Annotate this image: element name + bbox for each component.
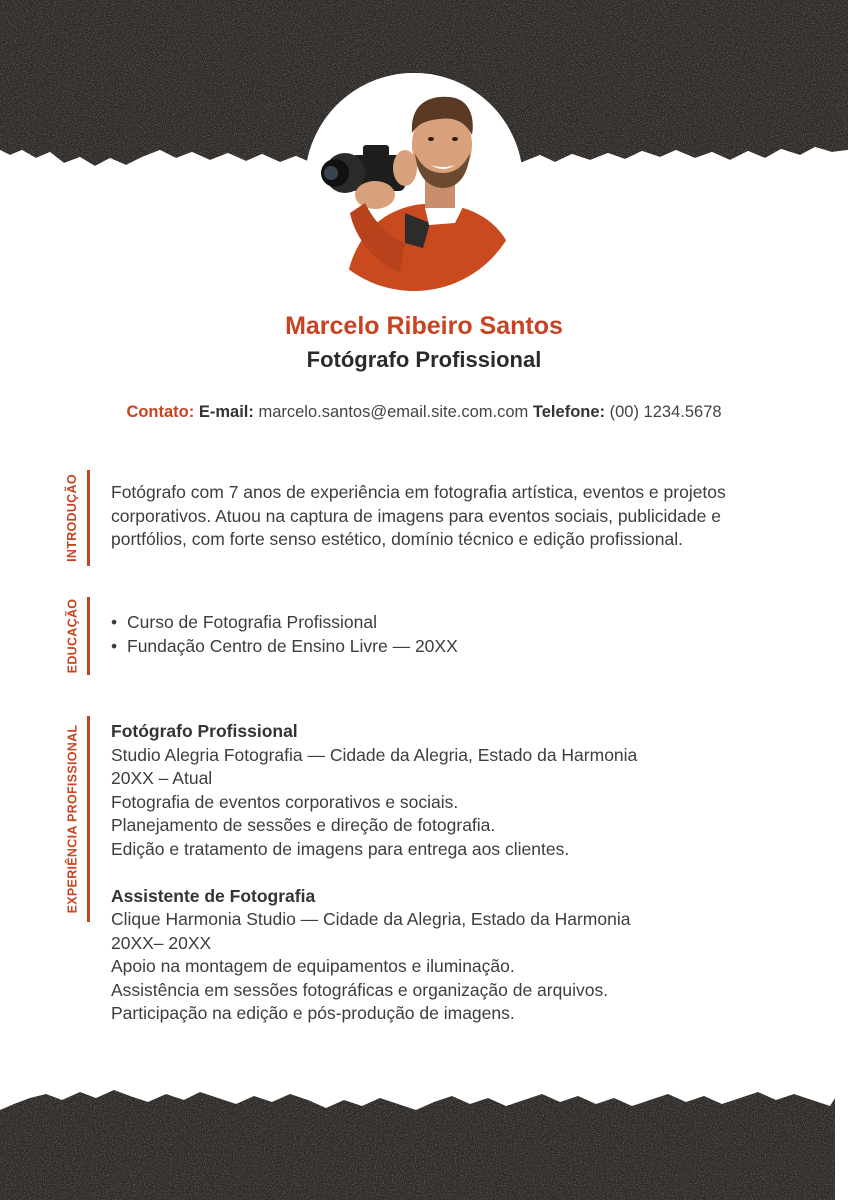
job-duty: Assistência em sessões fotográficas e organização de arquivos. — [111, 979, 609, 1000]
job-entry — [111, 720, 801, 861]
contact-label: Contato: — [126, 403, 195, 421]
phone-value[interactable]: (00) 1234.5678 — [609, 403, 722, 421]
job-duty: Fotografia de eventos corporativos e sociais. — [111, 791, 459, 812]
intro-side-label — [56, 470, 88, 566]
job-duty: Apoio na montagem de equipamentos e iluminação. — [111, 956, 515, 976]
education-accent-bar — [87, 597, 90, 675]
candidate-name: Marcelo Ribeiro Santos — [285, 312, 563, 340]
email-value[interactable]: marcelo.santos@email.site.com.com — [258, 403, 529, 421]
profile-photo — [305, 73, 523, 291]
phone-label: Telefone: — [532, 403, 606, 421]
education-side-label — [56, 597, 88, 675]
job-title: Assistente de Fotografia — [111, 885, 316, 906]
job-duty: Planejamento de sessões e direção de fotografia. — [111, 815, 496, 835]
education-heading: EDUCAÇÃO — [65, 598, 79, 674]
experience-list — [111, 720, 801, 1026]
list-item: • Fundação Centro de Ensino Livre — 20XX — [111, 635, 801, 659]
education-list — [111, 611, 801, 658]
job-title-heading: Fotógrafo Profissional — [306, 347, 542, 372]
intro-accent-bar — [87, 470, 90, 566]
experience-side-label — [56, 716, 88, 922]
job-title: Fotógrafo Profissional — [111, 721, 298, 741]
experience-accent-bar — [87, 716, 90, 922]
list-item: • Curso de Fotografia Profissional — [111, 611, 801, 635]
job-company: Studio Alegria Fotografia — Cidade da Alegria, Estado da Harmonia — [111, 744, 638, 765]
photographer-with-camera-photo — [305, 73, 523, 291]
contact-line — [0, 403, 848, 422]
job-period: 20XX– 20XX — [111, 932, 212, 953]
email-label: E-mail: — [198, 403, 254, 421]
intro-text: Fotógrafo com 7 anos de experiência em fotografia artística, eventos e projetos corporativos. Atuou na captura de imagens para eventos sociais, publicidade e portfólios, com forte senso estético, domínio técnico e edição profissional. — [111, 482, 726, 549]
experience-heading: EXPERIÊNCIA PROFISSIONAL — [65, 724, 79, 914]
job-duty: Participação na edição e pós-produção de imagens. — [111, 1003, 515, 1023]
intro-heading: INTRODUÇÃO — [65, 474, 79, 562]
job-duty: Edição e tratamento de imagens para entrega aos clientes. — [111, 838, 570, 859]
footer-brush-band — [0, 1080, 848, 1200]
job-entry — [111, 885, 801, 1026]
job-company: Clique Harmonia Studio — Cidade da Alegria, Estado da Harmonia — [111, 909, 631, 929]
job-period: 20XX – Atual — [111, 768, 213, 788]
